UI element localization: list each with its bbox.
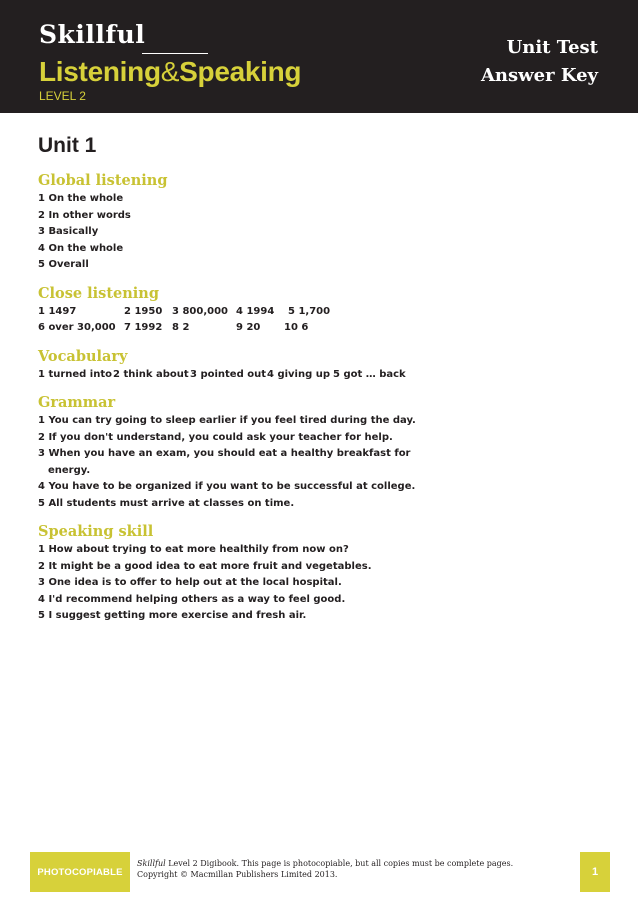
brand-ampersand: & [160,56,180,87]
answer-cell: 1 1497 [38,305,77,317]
brand-listening: Listening [39,56,161,87]
answer-key-content [38,133,608,625]
section-grammar [38,393,608,512]
answer-line: 3 Basically [38,226,99,237]
answer-cell: 3 800,000 [172,305,228,317]
answer-line: 5 All students must arrive at classes on time. [38,497,295,509]
title-line-1: Unit Test [506,37,598,58]
answer-row [38,304,608,321]
answer-line: 1 You can try going to sleep earlier if you feel tired during the day. [38,415,416,426]
answer-cell: 5 1,700 [288,305,331,317]
answer-cell: 4 1994 [236,305,275,317]
section-heading: Grammar [38,394,116,411]
answer-cell: 9 20 [236,322,261,333]
title-line-2: Answer Key [480,65,598,86]
answer-line: 4 I'd recommend helping others as a way to feel good. [38,593,346,605]
copyright-notice [137,858,547,880]
section-vocabulary [38,347,608,384]
brand-rule [142,53,208,54]
answer-cell: 2 think about [113,368,189,380]
copyright-line-1-text: Level 2 Digibook. This page is photocopiable, but all copies must be complete pages. [165,859,514,868]
answer-line: 3 When you have an exam, you should eat a healthy breakfast for [38,448,411,459]
section-global-listening [38,171,608,274]
page-number: 1 [580,852,610,892]
copyright-line-1 [137,858,547,869]
answer-line: 4 On the whole [38,242,124,254]
answer-line: 1 On the whole [38,193,124,204]
answer-line: 1 How about trying to eat more healthily from now on? [38,544,349,555]
answer-cell: 8 2 [172,322,190,333]
book-title: Skillful [137,859,166,868]
answer-line: 2 In other words [38,209,131,221]
answer-row [38,320,608,337]
section-heading: Global listening [38,172,168,189]
answer-cell: 2 1950 [124,305,163,317]
answer-cell: 6 over 30,000 [38,322,116,333]
unit-title: Unit 1 [38,134,97,157]
answer-line: 5 Overall [38,259,89,270]
answer-line: 5 I suggest getting more exercise and fresh air. [38,610,307,621]
answer-line-continued: energy. [48,464,91,476]
copyright-line-2: Copyright © Macmillan Publishers Limited 2013. [137,870,338,879]
answer-cell: 7 1992 [124,322,163,333]
answer-cell: 3 pointed out [190,368,266,380]
section-speaking-skill [38,522,608,625]
page-footer [0,852,638,892]
answer-cell: 4 giving up [267,368,331,380]
answer-cell: 1 turned into [38,368,113,380]
document-title [481,34,598,90]
photocopiable-badge: PHOTOCOPIABLE [30,852,130,892]
section-heading: Vocabulary [38,347,128,365]
brand-listening-speaking [39,56,301,88]
section-heading: Close listening [38,284,159,302]
brand-skillful: Skillful [39,20,146,49]
answer-line: 2 It might be a good idea to eat more fruit and vegetables. [38,560,372,572]
brand-speaking: Speaking [179,56,302,87]
answer-line: 2 If you don't understand, you could ask your teacher for help. [38,431,393,443]
level-label: LEVEL 2 [39,89,86,103]
answer-cell: 5 got … back [333,368,406,380]
answer-line: 4 You have to be organized if you want to be successful at college. [38,481,416,492]
answer-cell: 10 6 [284,322,309,333]
answer-line: 3 One idea is to offer to help out at the local hospital. [38,577,342,588]
page-header [0,0,638,113]
section-close-listening [38,284,608,337]
answer-row [38,367,608,384]
section-heading: Speaking skill [38,523,154,540]
